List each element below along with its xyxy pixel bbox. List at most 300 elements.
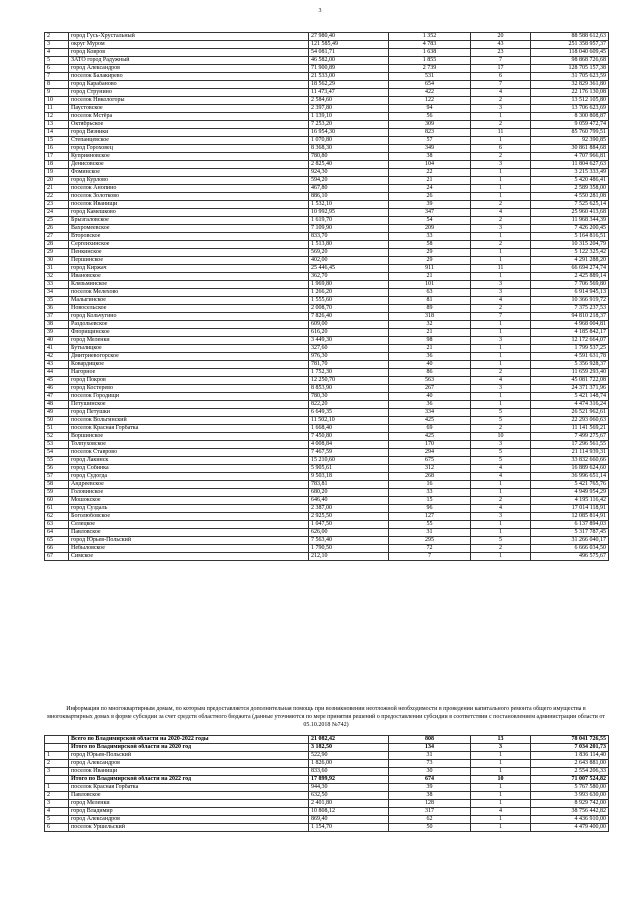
name-cell: округ Муром — [69, 41, 309, 49]
name-cell: Малыгинское — [69, 297, 309, 305]
area-cell: 869,40 — [309, 816, 389, 824]
residents-cell: 40 — [389, 393, 471, 401]
name-cell: поселок Балакирево — [69, 73, 309, 81]
row-number-cell: 17 — [45, 153, 69, 161]
houses-cell: 3 — [471, 441, 531, 449]
row-number-cell: 45 — [45, 377, 69, 385]
residents-cell: 56 — [389, 113, 471, 121]
row-number-cell: 42 — [45, 353, 69, 361]
houses-cell: 5 — [471, 409, 531, 417]
area-cell: 21 533,00 — [309, 73, 389, 81]
row-number-cell: 3 — [45, 800, 69, 808]
row-number-cell: 64 — [45, 529, 69, 537]
houses-cell: 1 — [471, 361, 531, 369]
name-cell: Селецкое — [69, 521, 309, 529]
area-cell: 11 502,10 — [309, 417, 389, 425]
houses-cell: 1 — [471, 529, 531, 537]
table-row — [45, 177, 609, 185]
row-number-cell: 40 — [45, 337, 69, 345]
row-number-cell: 24 — [45, 209, 69, 217]
area-cell: 71 900,89 — [309, 65, 389, 73]
name-cell: Мошокское — [69, 497, 309, 505]
row-number-cell: 9 — [45, 89, 69, 97]
residents-cell: 295 — [389, 537, 471, 545]
table-row — [45, 57, 609, 65]
residents-cell: 823 — [389, 129, 471, 137]
name-cell: город Вязники — [69, 129, 309, 137]
residents-cell: 26 — [389, 193, 471, 201]
row-number-cell: 62 — [45, 513, 69, 521]
residents-cell: 39 — [389, 784, 471, 792]
row-number-cell: 56 — [45, 465, 69, 473]
summary-row — [45, 768, 609, 776]
houses-cell: 2 — [471, 545, 531, 553]
cost-cell: 31 705 623,59 — [531, 73, 609, 81]
row-number-cell: 5 — [45, 57, 69, 65]
row-number-cell: 61 — [45, 505, 69, 513]
residents-cell: 312 — [389, 465, 471, 473]
table-row — [45, 313, 609, 321]
houses-cell: 6 — [471, 145, 531, 153]
cost-cell: 7 426 200,45 — [531, 225, 609, 233]
summary-row — [45, 760, 609, 768]
cost-cell: 45 081 722,08 — [531, 377, 609, 385]
residents-cell: 36 — [389, 353, 471, 361]
residents-cell: 40 — [389, 361, 471, 369]
row-number-cell: 46 — [45, 385, 69, 393]
cost-cell: 22 293 060,63 — [531, 417, 609, 425]
houses-cell: 1 — [471, 784, 531, 792]
residents-cell: 134 — [389, 744, 471, 752]
name-cell: город Владимир — [69, 808, 309, 816]
residents-cell: 21 — [389, 177, 471, 185]
name-cell: Небыловское — [69, 545, 309, 553]
area-cell: 4 008,84 — [309, 441, 389, 449]
row-number-cell: 5 — [45, 816, 69, 824]
residents-cell: 122 — [389, 97, 471, 105]
name-cell: Толпуховское — [69, 441, 309, 449]
area-cell: 976,30 — [309, 353, 389, 361]
name-cell: город Суздаль — [69, 505, 309, 513]
area-cell: 362,70 — [309, 273, 389, 281]
houses-cell: 4 — [471, 377, 531, 385]
cost-cell: 36 996 651,14 — [531, 473, 609, 481]
area-cell: 1 139,10 — [309, 113, 389, 121]
name-cell: поселок Красная Горбатка — [69, 784, 309, 792]
table-row — [45, 169, 609, 177]
table-row — [45, 41, 609, 49]
cost-cell: 12 172 664,07 — [531, 337, 609, 345]
cost-cell: 94 810 218,37 — [531, 313, 609, 321]
houses-cell: 1 — [471, 521, 531, 529]
name-cell: город Костерево — [69, 385, 309, 393]
houses-cell: 1 — [471, 401, 531, 409]
row-number-cell: 19 — [45, 169, 69, 177]
table-row — [45, 153, 609, 161]
row-number-cell: 50 — [45, 417, 69, 425]
name-cell: Итого по Владимирской области на 2022 год — [69, 776, 309, 784]
area-cell: 2 387,00 — [309, 505, 389, 513]
houses-cell: 4 — [471, 209, 531, 217]
residents-cell: 425 — [389, 433, 471, 441]
cost-cell: 5 420 486,41 — [531, 177, 609, 185]
residents-cell: 268 — [389, 473, 471, 481]
table-row — [45, 465, 609, 473]
area-cell: 2 397,80 — [309, 105, 389, 113]
row-number-cell: 8 — [45, 81, 69, 89]
name-cell: Октябрьское — [69, 121, 309, 129]
cost-cell: 4 591 631,78 — [531, 353, 609, 361]
name-cell: Сергеихинское — [69, 241, 309, 249]
houses-cell: 3 — [471, 105, 531, 113]
row-number-cell: 60 — [45, 497, 69, 505]
area-cell: 780,80 — [309, 153, 389, 161]
row-number-cell: 15 — [45, 137, 69, 145]
cost-cell: 10 315 204,79 — [531, 241, 609, 249]
table-row — [45, 145, 609, 153]
name-cell: Вахромеевское — [69, 225, 309, 233]
table-row — [45, 537, 609, 545]
houses-cell: 4 — [471, 505, 531, 513]
row-number-cell: 48 — [45, 401, 69, 409]
table-row — [45, 73, 609, 81]
cost-cell: 118 040 609,45 — [531, 49, 609, 57]
residents-cell: 29 — [389, 257, 471, 265]
name-cell: Брызгаловское — [69, 217, 309, 225]
row-number-cell: 20 — [45, 177, 69, 185]
area-cell: 3 449,30 — [309, 337, 389, 345]
summary-row — [45, 784, 609, 792]
residents-cell: 63 — [389, 289, 471, 297]
name-cell: город Киржач — [69, 265, 309, 273]
cost-cell: 3 993 630,00 — [531, 792, 609, 800]
row-number-cell: 67 — [45, 553, 69, 561]
area-cell: 7 109,90 — [309, 225, 389, 233]
cost-cell: 24 371 371,96 — [531, 385, 609, 393]
row-number-cell: 14 — [45, 129, 69, 137]
name-cell: Второвское — [69, 233, 309, 241]
residents-cell: 425 — [389, 417, 471, 425]
table-row — [45, 113, 609, 121]
residents-cell: 94 — [389, 105, 471, 113]
residents-cell: 89 — [389, 305, 471, 313]
residents-cell: 1 352 — [389, 33, 471, 41]
area-cell: 7 563,40 — [309, 537, 389, 545]
total-row — [45, 736, 609, 744]
cost-cell: 1 799 537,25 — [531, 345, 609, 353]
area-cell: 781,70 — [309, 361, 389, 369]
residents-cell: 318 — [389, 313, 471, 321]
houses-cell: 1 — [471, 353, 531, 361]
row-number-cell: 2 — [45, 33, 69, 41]
area-cell: 1 969,80 — [309, 281, 389, 289]
area-cell: 1 154,70 — [309, 824, 389, 832]
cost-cell: 4 195 116,42 — [531, 497, 609, 505]
row-number-cell: 33 — [45, 281, 69, 289]
houses-cell: 2 — [471, 425, 531, 433]
table-row — [45, 233, 609, 241]
name-cell: поселок Уршельский — [69, 824, 309, 832]
row-number-cell: 11 — [45, 105, 69, 113]
houses-cell: 20 — [471, 33, 531, 41]
residents-cell: 55 — [389, 521, 471, 529]
area-cell: 1 826,00 — [309, 760, 389, 768]
table-row — [45, 129, 609, 137]
table-row — [45, 257, 609, 265]
area-cell: 1 047,50 — [309, 521, 389, 529]
row-number-cell: 3 — [45, 41, 69, 49]
cost-cell: 5 164 816,51 — [531, 233, 609, 241]
area-cell: 886,10 — [309, 193, 389, 201]
area-cell: 2 825,40 — [309, 161, 389, 169]
cost-cell: 5 421 765,76 — [531, 481, 609, 489]
houses-cell: 3 — [471, 337, 531, 345]
table-row — [45, 33, 609, 41]
row-number-cell: 10 — [45, 97, 69, 105]
row-number-cell: 7 — [45, 73, 69, 81]
houses-cell: 1 — [471, 193, 531, 201]
subsidy-summary-table — [44, 735, 609, 832]
table-row — [45, 385, 609, 393]
row-number-cell — [45, 744, 69, 752]
table-row — [45, 369, 609, 377]
area-cell: 15 210,60 — [309, 457, 389, 465]
houses-cell: 2 — [471, 497, 531, 505]
residents-cell: 675 — [389, 457, 471, 465]
houses-cell: 2 — [471, 97, 531, 105]
residents-cell: 21 — [389, 345, 471, 353]
row-number-cell: 4 — [45, 808, 69, 816]
name-cell: Симское — [69, 553, 309, 561]
name-cell: город Юрьев-Польский — [69, 537, 309, 545]
table-row — [45, 345, 609, 353]
name-cell: Воршинское — [69, 433, 309, 441]
residents-cell: 267 — [389, 385, 471, 393]
residents-cell: 127 — [389, 513, 471, 521]
table-row — [45, 281, 609, 289]
name-cell: Степанцевское — [69, 137, 309, 145]
summary-row — [45, 824, 609, 832]
cost-cell: 2 589 358,00 — [531, 185, 609, 193]
table-row — [45, 481, 609, 489]
row-number-cell: 3 — [45, 768, 69, 776]
table-row — [45, 545, 609, 553]
area-cell: 569,20 — [309, 249, 389, 257]
table-row — [45, 265, 609, 273]
area-cell: 7 826,40 — [309, 313, 389, 321]
name-cell: поселок Иванищи — [69, 201, 309, 209]
cost-cell: 5 767 580,00 — [531, 784, 609, 792]
houses-cell: 4 — [471, 297, 531, 305]
area-cell: 522,90 — [309, 752, 389, 760]
area-cell: 16 954,30 — [309, 129, 389, 137]
residents-cell: 317 — [389, 808, 471, 816]
houses-cell: 3 — [471, 744, 531, 752]
residents-cell: 170 — [389, 441, 471, 449]
name-cell: поселок Иванищи — [69, 768, 309, 776]
name-cell: город Судогда — [69, 473, 309, 481]
row-number-cell: 6 — [45, 65, 69, 73]
subsidy-info-note: Информация по многоквартирным домам, по которым предоставляется дополнительная помощь при возникновении неотложной необходимости в проведении капитального ремонта общего имущества в многоквартирных домах в форме субсидии за счет средств областного бюджета (данные уточняются по мере принятия решений о предоставлении субсидии в соответствии с постановлением администрации области от 05.10.2018 №742) — [47, 706, 605, 728]
residents-cell: 674 — [389, 776, 471, 784]
cost-cell: 251 358 957,37 — [531, 41, 609, 49]
cost-cell: 25 960 413,68 — [531, 209, 609, 217]
area-cell: 7 253,20 — [309, 121, 389, 129]
row-number-cell: 54 — [45, 449, 69, 457]
area-cell: 2 925,50 — [309, 513, 389, 521]
table-row — [45, 505, 609, 513]
residents-cell: 21 — [389, 273, 471, 281]
area-cell: 1 513,80 — [309, 241, 389, 249]
name-cell: Павловское — [69, 792, 309, 800]
residents-cell: 808 — [389, 736, 471, 744]
table-row — [45, 393, 609, 401]
cost-cell: 88 588 612,63 — [531, 33, 609, 41]
summary-row — [45, 752, 609, 760]
cost-cell: 11 804 627,63 — [531, 161, 609, 169]
table-row — [45, 361, 609, 369]
area-cell: 1 532,10 — [309, 201, 389, 209]
area-cell: 646,40 — [309, 497, 389, 505]
area-cell: 594,20 — [309, 177, 389, 185]
houses-cell: 13 — [471, 736, 531, 744]
table-row — [45, 209, 609, 217]
area-cell: 12 250,70 — [309, 377, 389, 385]
area-cell: 121 585,49 — [309, 41, 389, 49]
residents-cell: 309 — [389, 121, 471, 129]
name-cell: город Меленки — [69, 800, 309, 808]
houses-cell: 5 — [471, 449, 531, 457]
name-cell: поселок Никологоры — [69, 97, 309, 105]
name-cell: город Камешково — [69, 209, 309, 217]
table-row — [45, 513, 609, 521]
table-row — [45, 409, 609, 417]
area-cell: 9 503,18 — [309, 473, 389, 481]
cost-cell: 8 929 742,00 — [531, 800, 609, 808]
table-row — [45, 289, 609, 297]
cost-cell: 7 034 201,73 — [531, 744, 609, 752]
row-number-cell: 25 — [45, 217, 69, 225]
houses-cell: 1 — [471, 760, 531, 768]
row-number-cell: 22 — [45, 193, 69, 201]
houses-cell: 7 — [471, 57, 531, 65]
name-cell: Андреевское — [69, 481, 309, 489]
area-cell: 1 070,80 — [309, 137, 389, 145]
residents-cell: 349 — [389, 145, 471, 153]
area-cell: 7 450,80 — [309, 433, 389, 441]
table-row — [45, 249, 609, 257]
table-row — [45, 225, 609, 233]
name-cell: поселок Вольгинский — [69, 417, 309, 425]
houses-cell: 1 — [471, 824, 531, 832]
cost-cell: 1 836 114,40 — [531, 752, 609, 760]
name-cell: Всего по Владимирской области на 2020-2022 годы — [69, 736, 309, 744]
table-row — [45, 185, 609, 193]
area-cell: 5 905,61 — [309, 465, 389, 473]
name-cell: город Юрьев-Польский — [69, 752, 309, 760]
residents-cell: 33 — [389, 489, 471, 497]
houses-cell: 10 — [471, 433, 531, 441]
row-number-cell: 63 — [45, 521, 69, 529]
area-cell: 7 467,59 — [309, 449, 389, 457]
residents-cell: 22 — [389, 169, 471, 177]
table-row — [45, 401, 609, 409]
row-number-cell: 65 — [45, 537, 69, 545]
residents-cell: 209 — [389, 225, 471, 233]
cost-cell: 26 521 962,61 — [531, 409, 609, 417]
table-row — [45, 193, 609, 201]
houses-cell: 2 — [471, 241, 531, 249]
houses-cell: 43 — [471, 41, 531, 49]
cost-cell: 22 176 130,08 — [531, 89, 609, 97]
residents-cell: 1 855 — [389, 57, 471, 65]
area-cell: 27 980,40 — [309, 33, 389, 41]
name-cell: Паустовское — [69, 105, 309, 113]
name-cell: Петушинское — [69, 401, 309, 409]
page-number: 3 — [318, 8, 322, 14]
row-number-cell: 53 — [45, 441, 69, 449]
row-number-cell: 29 — [45, 249, 69, 257]
area-cell: 10 992,95 — [309, 209, 389, 217]
row-number-cell: 38 — [45, 321, 69, 329]
name-cell: город Карабаново — [69, 81, 309, 89]
residents-cell: 39 — [389, 201, 471, 209]
houses-cell: 11 — [471, 265, 531, 273]
name-cell: Головинское — [69, 489, 309, 497]
table-row — [45, 105, 609, 113]
residents-cell: 50 — [389, 824, 471, 832]
houses-cell: 4 — [471, 465, 531, 473]
table-row — [45, 425, 609, 433]
area-cell: 1 668,40 — [309, 425, 389, 433]
table-row — [45, 329, 609, 337]
cost-cell: 85 760 799,51 — [531, 129, 609, 137]
name-cell: город Ковров — [69, 49, 309, 57]
cost-cell: 496 575,67 — [531, 553, 609, 561]
houses-cell: 7 — [471, 81, 531, 89]
area-cell: 8 368,30 — [309, 145, 389, 153]
table-row — [45, 553, 609, 561]
name-cell: Ковардицкое — [69, 361, 309, 369]
row-number-cell: 28 — [45, 241, 69, 249]
area-cell: 780,30 — [309, 393, 389, 401]
houses-cell: 3 — [471, 385, 531, 393]
name-cell: Клязьминское — [69, 281, 309, 289]
name-cell: поселок Ставрово — [69, 449, 309, 457]
cost-cell: 4 291 288,20 — [531, 257, 609, 265]
name-cell: город Меленки — [69, 337, 309, 345]
row-number-cell: 1 — [45, 784, 69, 792]
row-number-cell: 39 — [45, 329, 69, 337]
table-row — [45, 441, 609, 449]
row-number-cell: 58 — [45, 481, 69, 489]
houses-cell: 4 — [471, 89, 531, 97]
row-number-cell: 31 — [45, 265, 69, 273]
name-cell: поселок Анопино — [69, 185, 309, 193]
residents-cell: 86 — [389, 369, 471, 377]
row-number-cell: 55 — [45, 457, 69, 465]
row-number-cell: 59 — [45, 489, 69, 497]
row-number-cell: 2 — [45, 792, 69, 800]
residents-cell: 62 — [389, 816, 471, 824]
cost-cell: 33 832 660,66 — [531, 457, 609, 465]
cost-cell: 8 300 808,87 — [531, 113, 609, 121]
residents-cell: 654 — [389, 81, 471, 89]
area-cell: 626,00 — [309, 529, 389, 537]
residents-cell: 96 — [389, 505, 471, 513]
residents-cell: 16 — [389, 481, 471, 489]
name-cell: город Лакинск — [69, 457, 309, 465]
